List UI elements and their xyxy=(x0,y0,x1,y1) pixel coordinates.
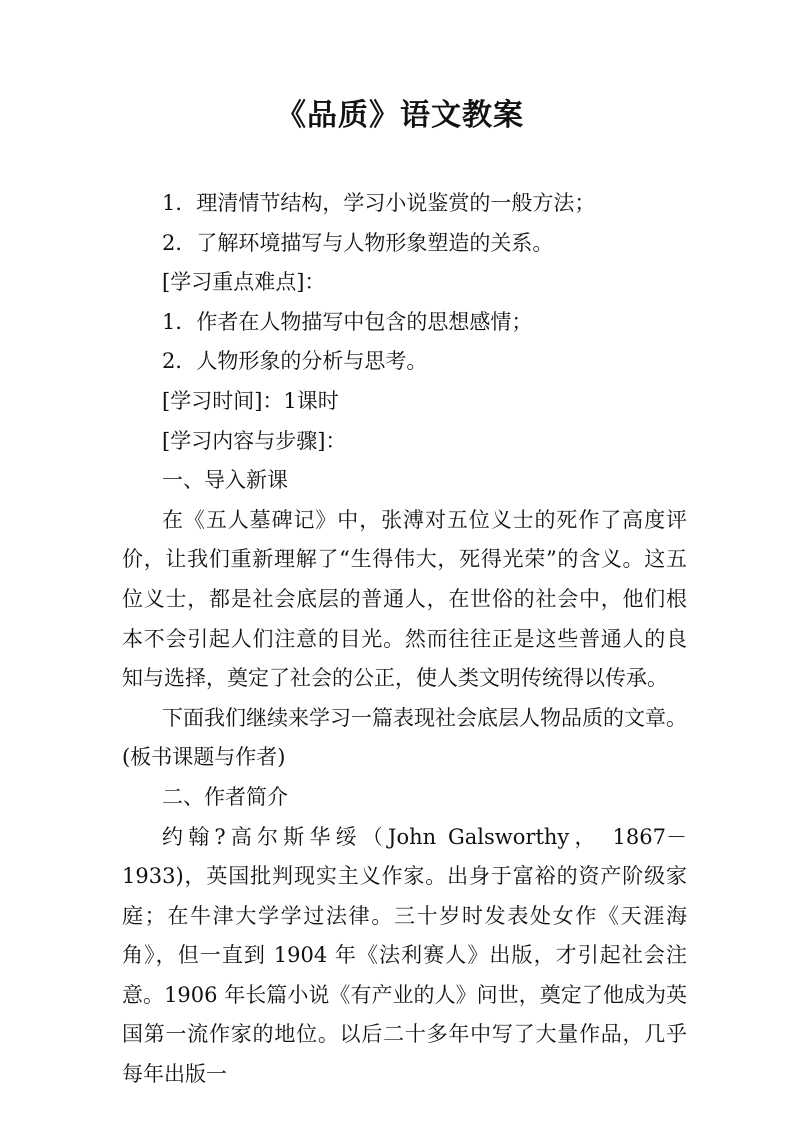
learning-goal-2: 2．了解环境描写与人物形象塑造的关系。 xyxy=(162,230,554,255)
key-point-2: 2．人物形象的分析与思考。 xyxy=(162,349,428,374)
section-heading-intro: 一、导入新课 xyxy=(162,468,288,493)
learning-goal-1: 1．理清情节结构，学习小说鉴赏的一般方法； xyxy=(162,191,596,215)
author-bio-paragraph: 约翰?高尔斯华绥（John Galsworthy， 1867－1933)，英国批判现实主义作家。出身于富裕的资产阶级家庭；在牛津大学学过法律。三十岁时发表处女作《天涯海角》，但一直到 1904 年《法利赛人》出版，才引起社会注意。1906 年长篇小说《有产业的人》问世，奠定了他成为英国第一流作家的地位。以后二十多年中写了大量作品，几乎每年出版一 xyxy=(122,824,687,1087)
document-title: 《品质》语文教案 xyxy=(276,98,524,133)
study-time: [学习时间]：1课时 xyxy=(162,388,339,413)
intro-paragraph: 在《五人墓碑记》中，张溥对五位义士的死作了高度评价，让我们重新理解了“生得伟大，死得光荣”的含义。这五位义士，都是社会底层的普通人，在世俗的社会中，他们根本不会引起人们注意的目光。然而往往正是这些普通人的良知与选择，奠定了社会的公正，使人类文明传统得以传承。 xyxy=(122,507,687,691)
key-points-heading: [学习重点难点]： xyxy=(162,270,326,295)
transition-paragraph: 下面我们继续来学习一篇表现社会底层人物品质的文章。(板书课题与作者) xyxy=(122,705,687,770)
steps-heading: [学习内容与步骤]： xyxy=(162,428,347,453)
document-body xyxy=(122,184,687,1095)
key-point-1: 1．作者在人物描写中包含的思想感情； xyxy=(162,309,533,334)
section-heading-author: 二、作者简介 xyxy=(162,784,288,809)
